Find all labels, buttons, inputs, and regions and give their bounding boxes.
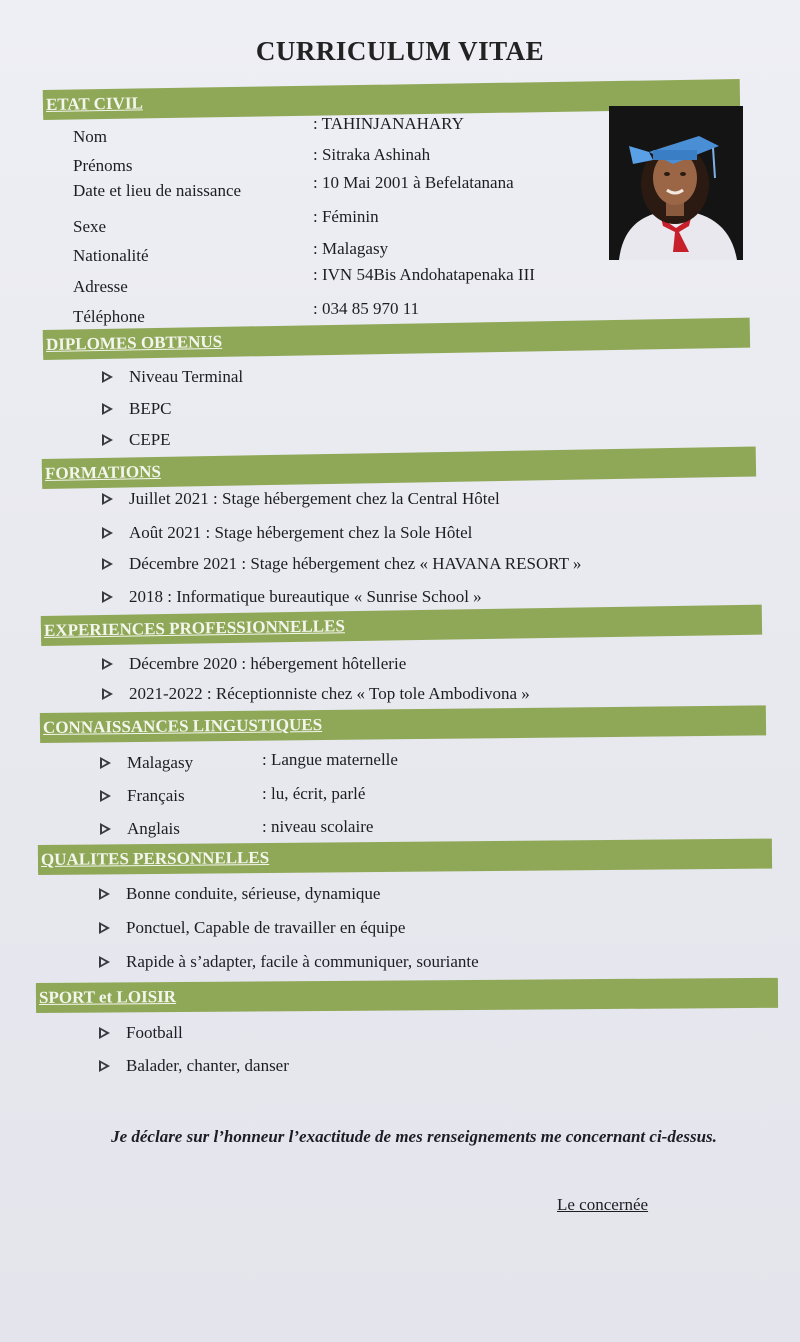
list-item: CEPE xyxy=(102,430,171,450)
section-heading-diplomes: DIPLOMES OBTENUS xyxy=(43,331,227,356)
list-item: Juillet 2021 : Stage hébergement chez la Central Hôtel xyxy=(102,489,500,509)
list-item: Août 2021 : Stage hébergement chez la Sole Hôtel xyxy=(102,523,472,543)
arrow-bullet-icon xyxy=(100,823,111,835)
section-heading-langues: CONNAISSANCES LINGUSTIQUES xyxy=(40,714,326,739)
arrow-bullet-icon xyxy=(102,591,113,603)
value-telephone: : 034 85 970 11 xyxy=(313,299,420,318)
arrow-bullet-icon xyxy=(102,493,113,505)
arrow-bullet-icon xyxy=(99,922,110,934)
graduate-portrait-icon xyxy=(609,106,743,260)
label-telephone: Téléphone xyxy=(73,307,145,326)
list-item: Français xyxy=(100,786,185,806)
arrow-bullet-icon xyxy=(99,1060,110,1072)
arrow-bullet-icon xyxy=(102,434,113,446)
arrow-bullet-icon xyxy=(100,757,111,769)
section-bar-qualites xyxy=(38,839,772,875)
list-item: Décembre 2020 : hébergement hôtellerie xyxy=(102,654,406,674)
section-heading-sport: SPORT et LOISIR xyxy=(36,986,180,1009)
arrow-bullet-icon xyxy=(102,658,113,670)
label-prenoms: Prénoms xyxy=(73,156,133,175)
language-level: : niveau scolaire xyxy=(262,817,374,836)
section-heading-experiences: EXPERIENCES PROFESSIONNELLES xyxy=(41,615,349,642)
label-nom: Nom xyxy=(73,127,107,146)
profile-photo xyxy=(609,106,743,260)
label-naissance: Date et lieu de naissance xyxy=(73,181,242,200)
language-level: : Langue maternelle xyxy=(262,750,398,769)
page-title: CURRICULUM VITAE xyxy=(255,36,545,66)
list-item: Malagasy xyxy=(100,753,193,773)
signature-label: Le concernée xyxy=(557,1195,649,1214)
list-item: Niveau Terminal xyxy=(102,367,243,387)
arrow-bullet-icon xyxy=(102,371,113,383)
value-naissance: : 10 Mai 2001 à Befelatanana xyxy=(313,173,514,192)
arrow-bullet-icon xyxy=(102,558,113,570)
arrow-bullet-icon xyxy=(102,527,113,539)
value-adresse: : IVN 54Bis Andohatapenaka III xyxy=(313,265,535,284)
label-adresse: Adresse xyxy=(73,277,128,296)
list-item: Bonne conduite, sérieuse, dynamique xyxy=(99,884,380,904)
arrow-bullet-icon xyxy=(102,688,113,700)
arrow-bullet-icon xyxy=(102,403,113,415)
section-bar-sport xyxy=(36,978,778,1013)
value-nom: : TAHINJANAHARY xyxy=(313,114,464,133)
list-item: Football xyxy=(99,1023,183,1043)
arrow-bullet-icon xyxy=(99,888,110,900)
honor-declaration: Je déclare sur l’honneur l’exactitude de mes renseignements me concernant ci-dessus. xyxy=(111,1127,717,1146)
section-heading-etat-civil: ETAT CIVIL xyxy=(43,92,147,116)
section-heading-formations: FORMATIONS xyxy=(42,461,165,485)
list-item: BEPC xyxy=(102,399,172,419)
list-item: Décembre 2021 : Stage hébergement chez « HAVANA RESORT » xyxy=(102,554,581,574)
list-item: Anglais xyxy=(100,819,180,839)
value-prenoms: : Sitraka Ashinah xyxy=(313,145,431,164)
label-sexe: Sexe xyxy=(73,217,107,236)
list-item: Rapide à s’adapter, facile à communiquer, souriante xyxy=(99,952,479,972)
arrow-bullet-icon xyxy=(99,1027,110,1039)
list-item: Ponctuel, Capable de travailler en équipe xyxy=(99,918,405,938)
arrow-bullet-icon xyxy=(100,790,111,802)
section-heading-qualites: QUALITES PERSONNELLES xyxy=(38,847,273,871)
language-level: : lu, écrit, parlé xyxy=(262,784,366,803)
value-nationalite: : Malagasy xyxy=(313,239,389,258)
value-sexe: : Féminin xyxy=(313,207,379,226)
list-item: 2018 : Informatique bureautique « Sunrise School » xyxy=(102,587,482,607)
arrow-bullet-icon xyxy=(99,956,110,968)
list-item: 2021-2022 : Réceptionniste chez « Top tole Ambodivona » xyxy=(102,684,530,704)
label-nationalite: Nationalité xyxy=(73,246,149,265)
list-item: Balader, chanter, danser xyxy=(99,1056,289,1076)
